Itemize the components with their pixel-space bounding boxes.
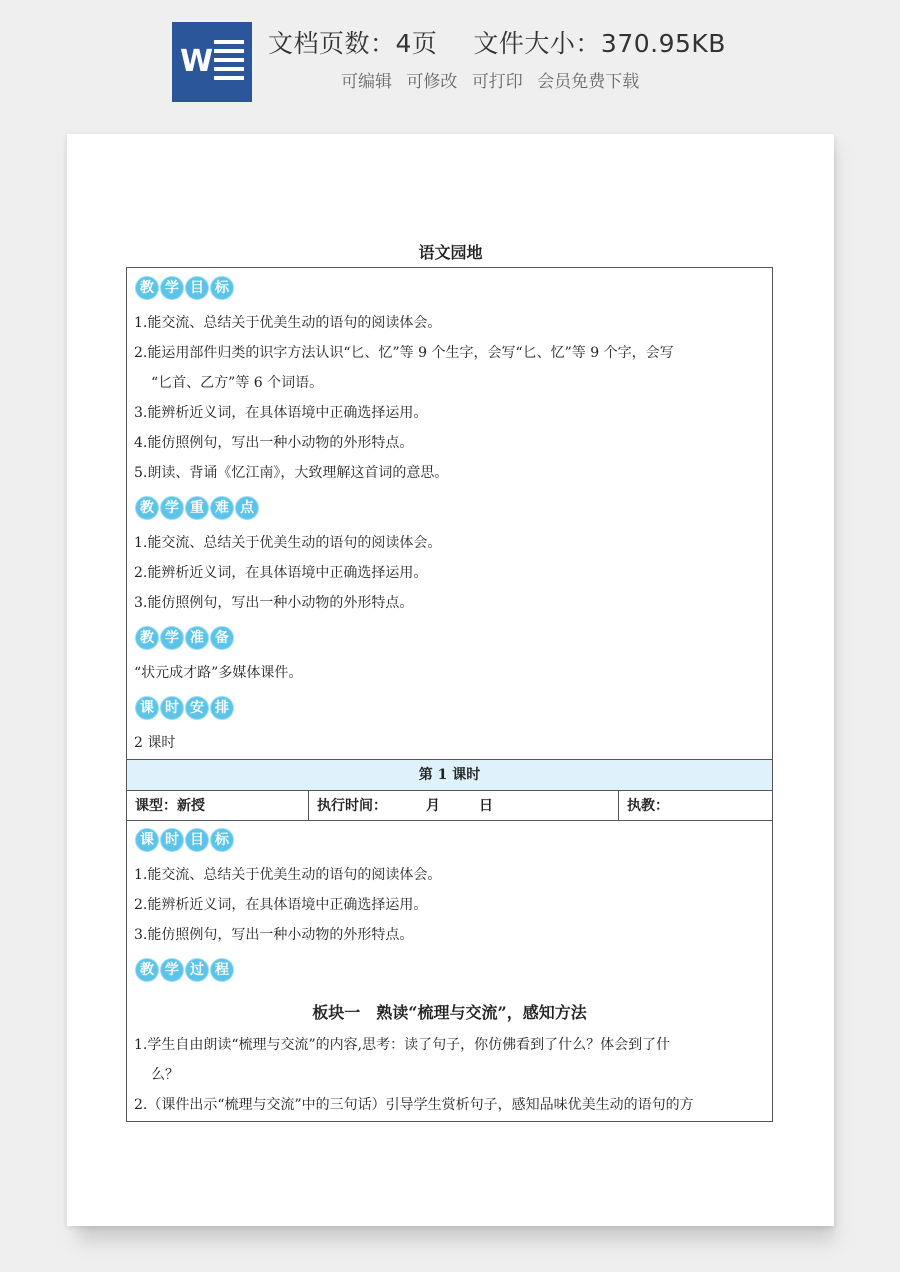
schedule-text: 2 课时 [134,735,176,751]
doc-stats [268,24,726,60]
badge-char: 标 [210,828,234,852]
lesson-time: 执行时间： 月 日 [309,791,619,821]
objective-item: 3.能辨析近义词，在具体语境中正确选择运用。 [134,405,428,421]
badge-char: 标 [210,276,234,300]
badge-char: 排 [210,696,234,720]
badge-char: 备 [210,626,234,650]
download-info-banner [0,0,900,120]
objective-item: 5.朗读、背诵《忆江南》，大致理解这首词的意思。 [134,465,449,481]
word-icon-letter: W [180,44,214,79]
lesson-teacher: 执教： [627,798,669,814]
badge-char: 教 [135,276,159,300]
badge-char: 过 [185,958,209,982]
badge-char: 难 [210,496,234,520]
lesson-objectives-badge [135,828,234,852]
objective-item: 4.能仿照例句，写出一种小动物的外形特点。 [134,435,414,451]
lesson-meta-row [127,790,772,821]
feature-list [341,67,648,92]
key-points-badge [135,496,259,520]
key-point-item: 1.能交流、总结关于优美生动的语句的阅读体会。 [134,535,442,551]
badge-char: 学 [160,958,184,982]
process-item: 2.（课件出示“梳理与交流”中的三句话）引导学生赏析句子，感知品味优美生动的语句的方 [134,1097,694,1113]
lesson-type: 课型：新授 [127,791,309,821]
badge-char: 重 [185,496,209,520]
feature-member-download: 会员免费下载 [537,72,640,92]
word-icon [172,22,252,102]
lesson-objective-item: 3.能仿照例句，写出一种小动物的外形特点。 [134,927,414,943]
process-item: 么？ [151,1067,179,1083]
process-badge [135,958,234,982]
badge-char: 目 [185,276,209,300]
feature-modifiable: 可修改 [406,72,458,92]
process-item: 1.学生自由朗读“梳理与交流”的内容,思考：读了句子，你仿佛看到了什么？体会到了什 [134,1037,671,1053]
badge-char: 时 [160,828,184,852]
badge-char: 目 [185,828,209,852]
file-size: 文件大小：370.95KB [473,29,726,58]
badge-char: 安 [185,696,209,720]
badge-char: 时 [160,696,184,720]
page-title: 语文园地 [418,243,483,262]
page-count: 文档页数：4页 [268,29,438,58]
lesson-objective-item: 2.能辨析近义词，在具体语境中正确选择运用。 [134,897,428,913]
badge-char: 程 [210,958,234,982]
schedule-badge [135,696,234,720]
preparation-text: “状元成才路”多媒体课件。 [134,665,303,681]
objectives-badge [135,276,234,300]
badge-char: 点 [235,496,259,520]
block-heading: 板块一 熟读“梳理与交流”，感知方法 [312,1003,587,1022]
objective-item: “匕首、乙方”等 6 个词语。 [151,375,324,391]
badge-char: 教 [135,496,159,520]
lesson-label: 第 1 课时 [127,759,772,790]
badge-char: 准 [185,626,209,650]
lesson-plan-table [126,267,773,1122]
badge-char: 课 [135,828,159,852]
badge-char: 教 [135,958,159,982]
feature-printable: 可打印 [471,72,523,92]
objective-item: 2.能运用部件归类的识字方法认识“匕、忆”等 9 个生字，会写“匕、忆”等 9 个字，会写 [134,345,674,361]
objective-item: 1.能交流、总结关于优美生动的语句的阅读体会。 [134,315,442,331]
lesson-objective-item: 1.能交流、总结关于优美生动的语句的阅读体会。 [134,867,442,883]
feature-editable: 可编辑 [341,72,392,92]
document-page [67,134,834,1226]
key-point-item: 2.能辨析近义词，在具体语境中正确选择运用。 [134,565,428,581]
badge-char: 学 [160,626,184,650]
badge-char: 课 [135,696,159,720]
badge-char: 学 [160,496,184,520]
preparation-badge [135,626,234,650]
word-icon-lines [214,40,244,86]
badge-char: 学 [160,276,184,300]
key-point-item: 3.能仿照例句，写出一种小动物的外形特点。 [134,595,414,611]
badge-char: 教 [135,626,159,650]
